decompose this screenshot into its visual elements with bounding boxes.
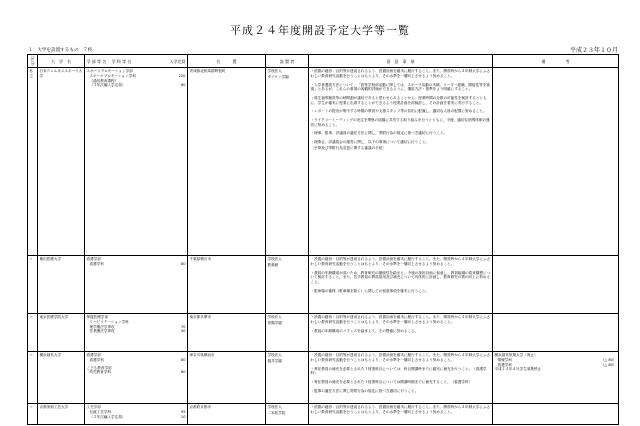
dept-name: 看護学部 [86,257,101,262]
remarks-cell [493,68,619,256]
ku-cell: 〃 [28,352,38,404]
note-item: ・設置の趣旨・目的等が達成されるよう、設置計画を確実に履行すること。また、開設時から４年制大学にふさわしい教育研究活動を行うことはもとより、その水準を一層向上させるよう努めること。 [310,69,491,79]
dept-name: （３年次編入学定員） [89,83,126,88]
notes-cell [309,256,493,314]
dept-cap: 80 [180,370,186,375]
table-row [28,404,619,425]
dept-name: 看護学科 [89,262,104,267]
remark-line: 横浜創英短期大学（廃止） [494,353,538,358]
note-item: ・入学者選抜方法について、「高等学校部活動に関しては、スポーツ活動の実績、リーダー経験、間接性等を重視」とあるが、これらの事項の客観的評価ができるように、選抜方法・基準をより明確にすること。 [310,82,490,92]
note-item: ・設置の趣旨・目的等が達成されるよう、設置計画を確実に履行すること。また、開設時から４年制大学にふさわしい教育研究活動を行うことはもとより、その水準を一層向上させるよう努めること。 [310,353,491,363]
header-ku: 区分 [28,55,38,68]
univ-cell: 京都美術工芸大学 [38,404,85,425]
setter-name: 二本松学院 [267,411,286,416]
notes-cell [309,68,493,256]
dept-name: 看護学部 [86,353,101,358]
univ-cell: 横浜創英大学 [38,352,85,404]
table-row [28,68,619,256]
ku-cell: 私立 [28,68,38,256]
note-item: ・ウイクリーミーティングの決定を関係の組織に共有する取り組みを行うとともに、今後、適切な指導体制の運営に努めること。 [310,118,490,127]
note-item: 〔予算及び寄附行為変更に関する審議の手続〕 [310,145,386,150]
remarks-cell [493,314,619,352]
dept-name: （３年次編入学定員） [89,414,126,419]
notes-cell [309,404,493,425]
header-capacity: 入学定員 [169,58,186,64]
dept-cap: 30 [180,329,186,334]
note-item: ・理事会、評議員会の運営に関し、以下の事項について適切に行うこと。 [310,140,430,145]
dept-name: 保健医療学部 [86,315,109,320]
setter-cell [266,68,309,256]
dept-name: 工芸学部 [86,405,101,410]
note-item: ・専任教員の補充を必要とされた１授業科目については開講時期までに補充すること。（看護学科） [310,380,473,385]
remark-line: 看護学科 [497,362,512,367]
page-title: 平成２４年度開設予定大学等一覧 [230,24,410,37]
header-remarks: 備 考 [493,55,619,68]
setter-cell [266,352,309,404]
header-dept [85,55,188,68]
dept-cell [85,314,188,352]
dept-name: スポーツプロモーション学科 [89,74,136,79]
dept-name: スポーツプロモーション学部 [86,69,133,74]
dept-cap: 70 [180,324,186,329]
setter-cell [266,256,309,314]
dept-name: 伝統工芸学科 [89,410,112,415]
note-item: ・専任教員の補充を必要とされた１授業科目については、科目開講時までに確実に補充を行うこと。（看護学科） [310,366,487,376]
dept-cap: 220 [178,74,186,79]
location-cell: 東京都多摩市 [188,314,266,352]
table-row [28,314,619,352]
header-dept-label: 学 部 等 名 学 科 等 名 [86,58,132,64]
ku-cell: 〃 [28,256,38,314]
date-label: 平成２３年１０月 [569,47,618,54]
notes-cell [309,352,493,404]
dept-cell [85,352,188,404]
dept-cap: 95 [180,410,186,415]
univ-cell: 亀田医療大学 [38,256,85,314]
setter-type: 学校法人 [267,257,282,262]
setter-type: 学校法人 [267,353,282,358]
note-item: ・駐車場の確保（駐車場を除く）に関しての留意事項を確実に行うこと。 [310,288,430,293]
location-cell: 京都府京都市 [188,404,266,425]
dept-cell [85,404,188,425]
note-item: ・監事の適任方法に関し寄附行為の規定に基づき適切に行うこと。 [310,388,419,393]
remarks-cell [493,256,619,314]
setter-type: 学校法人 [267,69,282,74]
setter-cell [266,314,309,352]
univ-cell: 東京医療学院大学 [38,314,85,352]
section-label: １ 大学を設置するもの ７校 [28,48,93,53]
dept-name: 看護学科 [89,358,104,363]
note-item: ・レポートの提出が集中する時期の教員や支援スタッフ等の負担に配慮し、適切な人員の配置に努めること。 [310,109,487,114]
location-cell: 茨城県北相馬郡利根町 [188,68,266,256]
univ-cell: 日本ウェルネススポーツ大学 [38,68,85,256]
setter-type: 学校法人 [267,405,282,410]
ku-cell: 〃 [28,314,38,352]
location-cell: 神奈川県横浜市 [188,352,266,404]
note-item: ・厚生福利施設等の時間割が適切であると思わせられることから、授業時間の分散の可能性を検討するとともに、学生が確実に授業に出席することができるよう授業計画を再検討し、その計画を着実に実行すること。 [310,96,487,105]
note-item: ・設置の趣旨・目的等が達成されるよう、設置計画を確実に履行すること。また、開設時から４年制大学にふさわしい教育研究活動を行うことはもとより、その水準を一層向上させるよう努めること。 [310,315,491,325]
notes-cell [309,314,493,352]
remark-value: （△ 80） [600,362,617,367]
note-item: ・教員の年齢構成が高いため、教育研究の継続性を踏まえ、今後の採用計画に留意し、教員組織の将来構想について検討すること。また、若手教員の教員採用及び補充について具体的に計画し、教育研究の質の向上に努めること。 [310,270,491,285]
note-item: ・教員の年齢構成のバランスを踏まえて、その整備に努めること。 [310,328,419,333]
remarks-cell [493,404,619,425]
remarks-cell [493,352,619,404]
setter-name: 常陽学園 [267,321,282,326]
dept-cap: 60 [180,83,186,88]
note-item: ・設置の趣旨・目的等が達成されるよう、設置計画を確実に履行すること。また、開設時から４年制大学にふさわしい教育研究活動を行うことはもとより、その水準を一層向上させるよう努めること。 [310,257,491,267]
header-setter: 設 置 者 [266,55,309,68]
dept-name: こども教育学部 [86,365,112,370]
setter-type: 学校法人 [267,315,282,320]
note-item: ・設置の趣旨・目的等が達成されるよう、設置計画を確実に履行すること。また、開設時から４年制大学にふさわしい教育研究活動を行うことはもとより、その水準を一層向上させるよう努めること。 [310,405,491,415]
note-item: ・理事、監事、評議員の適任方法に関し、寄附行為の規定に基づき適切に行うこと。 [310,131,448,136]
dept-cap: 80 [180,262,186,267]
header-row [28,55,619,68]
dept-name: （通信教育課程） [89,78,119,83]
setter-name: タイケン学園 [267,75,289,80]
remark-line: 情報学科 [497,358,512,363]
header-univ: 大 学 名 [38,55,85,68]
dept-name: リハビリテーション学科 [89,320,129,325]
dept-name: 理学療法学専攻 [89,324,115,329]
dept-name: 幼児教育学科 [89,370,112,375]
table-row [28,256,619,314]
remark-line: 平成２４年４月学生募集停止 [494,367,542,372]
dept-cap: 10 [180,414,186,419]
dept-name: 作業療法学専攻 [89,329,115,334]
setter-cell [266,404,309,425]
remark-value: （△ 80） [600,358,617,363]
setter-name: 堀井学園 [267,359,282,364]
dept-cell [85,256,188,314]
header-location: 位 置 [188,55,266,68]
setter-name: 鉄蕉館 [267,263,279,268]
dept-cap: 80 [180,358,186,363]
dept-cell [85,68,188,256]
ku-cell: 〃 [28,404,38,425]
table-row [28,352,619,404]
header-notes: 留 意 事 項 [309,55,493,68]
location-cell: 千葉県鴨川市 [188,256,266,314]
university-table [27,54,619,425]
